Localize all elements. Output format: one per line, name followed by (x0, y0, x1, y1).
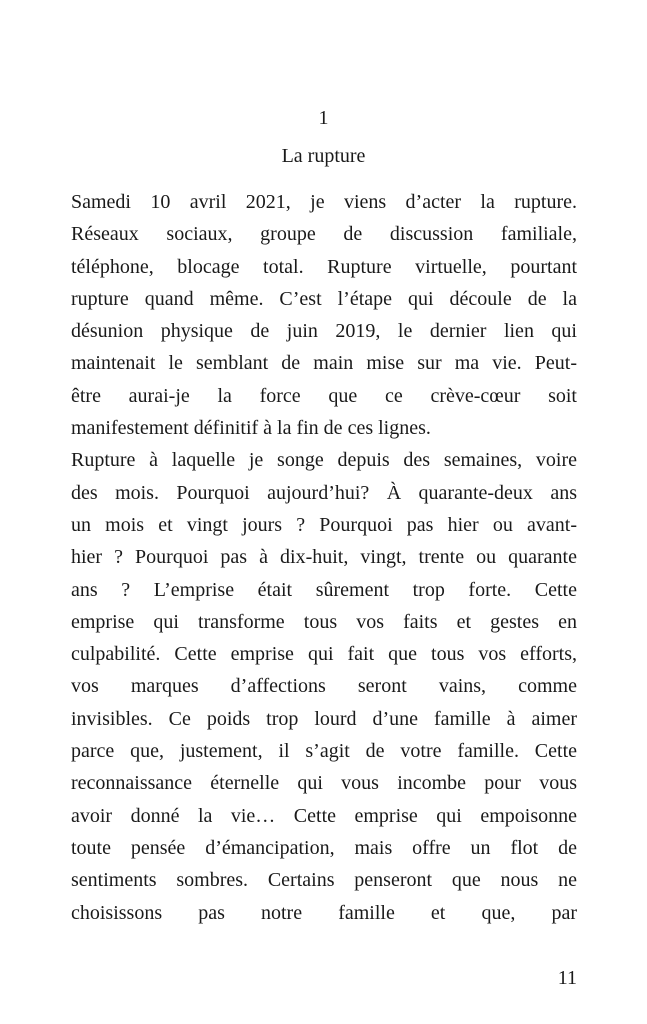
chapter-title: La rupture (281, 145, 366, 167)
body-line: un mois et vingt jours ? Pourquoi pas hier ou avant- (71, 513, 577, 536)
body-line: maintenait le semblant de main mise sur ma vie. Peut- (71, 352, 577, 375)
body-line: des mois. Pourquoi aujourd’hui? À quarante-deux ans (71, 481, 577, 504)
body-line: manifestement définitif à la fin de ces lignes. (71, 417, 431, 440)
chapter-body-text (71, 186, 577, 929)
body-line: vos marques d’affections seront vains, comme (71, 675, 577, 698)
body-line: avoir donné la vie… Cette emprise qui empoisonne (71, 804, 577, 827)
body-line: choisissons pas notre famille et que, par (71, 901, 577, 924)
body-line: ans ? L’emprise était sûrement trop forte. Cette (71, 578, 577, 601)
body-line: rupture quand même. C’est l’étape qui découle de la (71, 287, 577, 310)
body-line: sentiments sombres. Certains penseront que nous ne (71, 869, 577, 892)
body-line: emprise qui transforme tous vos faits et gestes en (71, 610, 577, 633)
body-line: désunion physique de juin 2019, le dernier lien qui (71, 320, 577, 343)
body-line: être aurai-je la force que ce crève-cœur soit (71, 384, 577, 407)
body-line: parce que, justement, il s’agit de votre famille. Cette (71, 740, 577, 763)
body-line: Rupture à laquelle je songe depuis des semaines, voire (71, 449, 577, 472)
chapter-number: 1 (318, 107, 329, 129)
body-line: reconnaissance éternelle qui vous incombe pour vous (71, 772, 577, 795)
body-line: invisibles. Ce poids trop lourd d’une famille à aimer (71, 707, 577, 730)
body-line: culpabilité. Cette emprise qui fait que tous vos efforts, (71, 643, 577, 666)
body-line: hier ? Pourquoi pas à dix-huit, vingt, trente ou quarante (71, 546, 577, 569)
body-line: téléphone, blocage total. Rupture virtuelle, pourtant (71, 255, 577, 278)
body-line: toute pensée d’émancipation, mais offre un flot de (71, 836, 577, 859)
body-line: Samedi 10 avril 2021, je viens d’acter la rupture. (71, 191, 577, 213)
body-line: Réseaux sociaux, groupe de discussion familiale, (71, 223, 577, 246)
page-number: 11 (557, 967, 577, 989)
